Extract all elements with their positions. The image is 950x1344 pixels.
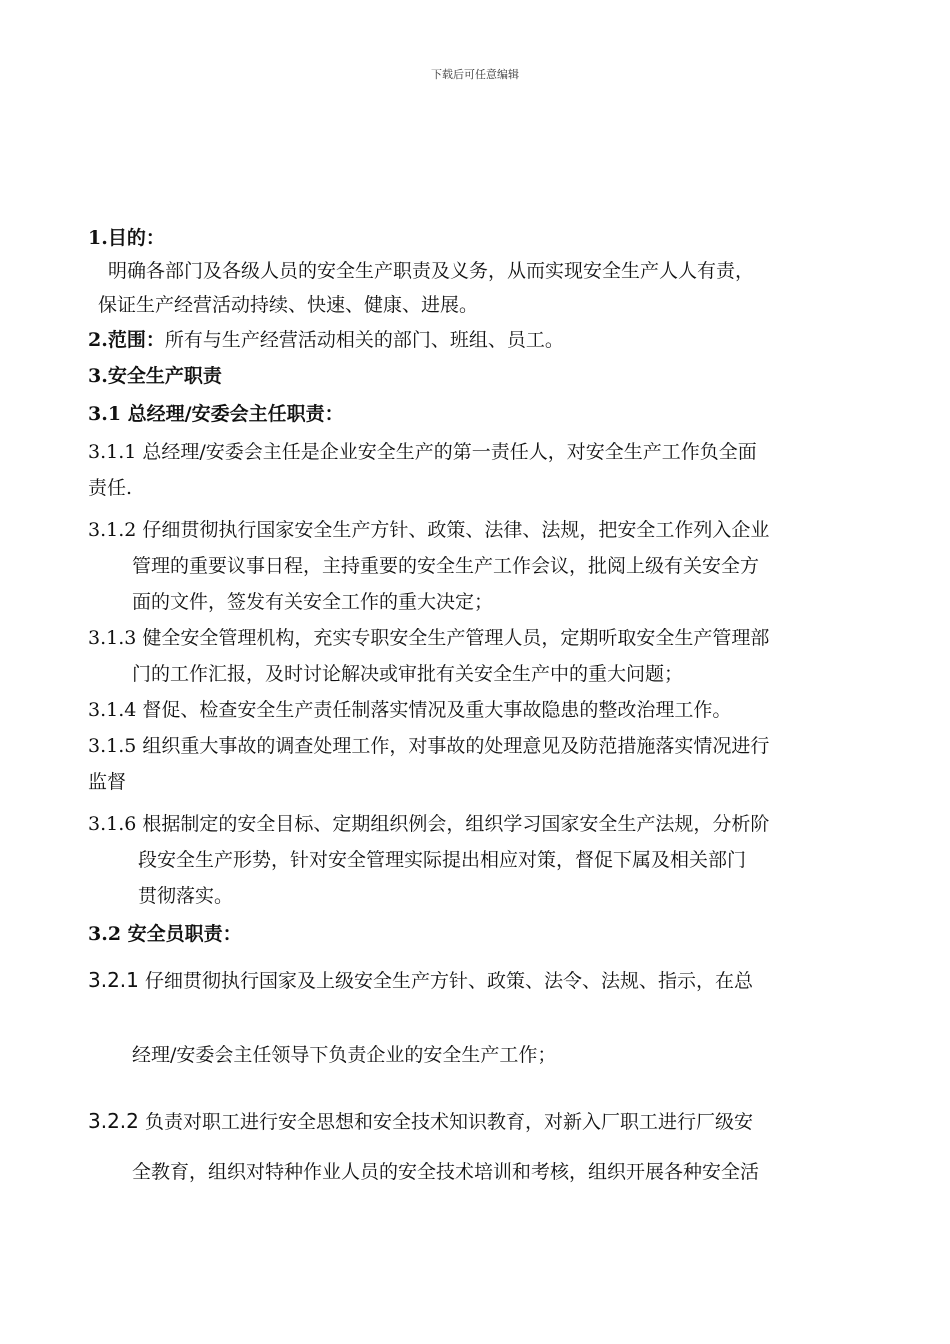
item-line: 负责对职工进行安全思想和安全技术知识教育，对新入厂职工进行厂级安 [144,1111,753,1133]
item-number: 3.1.4 [88,699,137,721]
item-line: 督促、检查安全生产责任制落实情况及重大事故隐患的整改治理工作。 [142,699,732,721]
item-number: 3.1.1 [88,441,137,463]
section-3-heading: 3.安全生产职责 [88,365,222,387]
scope-heading: 2.范围： [88,329,165,351]
item-3-1-4 [88,692,878,728]
item-number: 3.1.3 [88,627,137,649]
item-line: 全教育，组织对特种作业人员的安全技术培训和考核，组织开展各种安全活 [132,1161,760,1183]
item-3-1-3 [88,620,878,692]
item-number: 3.1.6 [88,813,137,835]
item-number: 3.2.2 [88,1109,139,1133]
item-3-1-1 [88,434,878,506]
page-header: 下载后可任意编辑 [431,68,519,81]
item-3-1-2 [88,512,878,620]
item-line: 总经理/安委会主任是企业安全生产的第一责任人，对安全生产工作负全面 [142,441,757,463]
purpose-heading: 1.目的： [88,227,165,249]
item-line: 健全安全管理机构，充实专职安全生产管理人员，定期听取安全生产管理部 [142,627,770,649]
item-number: 3.1.5 [88,735,137,757]
purpose-line-2: 保证生产经营活动持续、快速、健康、进展。 [98,294,479,316]
item-3-2-2 [88,1099,878,1194]
item-3-1-6 [88,806,878,914]
item-line: 段安全生产形势，针对安全管理实际提出相应对策，督促下属及相关部门 [138,849,747,871]
section-3-1-heading: 3.1 总经理/安委会主任职责： [88,403,344,425]
item-line: 贯彻落实。 [138,885,234,907]
item-line: 管理的重要议事日程，主持重要的安全生产工作会议，批阅上级有关安全方 [132,555,760,577]
item-line: 组织重大事故的调查处理工作，对事故的处理意见及防范措施落实情况进行 [142,735,770,757]
item-line: 仔细贯彻执行国家安全生产方针、政策、法律、法规，把安全工作列入企业 [142,519,770,541]
item-3-2-1 [88,958,878,1077]
item-line: 根据制定的安全目标、定期组织例会，组织学习国家安全生产法规，分析阶 [142,813,770,835]
item-line: 门的工作汇报，及时讨论解决或审批有关安全生产中的重大问题； [132,663,684,685]
item-line: 仔细贯彻执行国家及上级安全生产方针、政策、法令、法规、指示，在总 [144,970,753,992]
item-line: 面的文件，签发有关安全工作的重大决定； [132,591,494,613]
item-line: 责任. [88,477,133,499]
scope-paragraph [88,322,878,358]
purpose-line-1: 明确各部门及各级人员的安全生产职责及义务，从而实现安全生产人人有责， [108,260,755,282]
scope-text: 所有与生产经营活动相关的部门、班组、员工。 [164,329,564,351]
item-line: 经理/安委会主任领导下负责企业的安全生产工作； [132,1044,557,1066]
item-3-1-5 [88,728,878,800]
section-3-2-heading: 3.2 安全员职责： [88,923,242,945]
item-number: 3.2.1 [88,968,139,992]
document-body [88,224,878,1194]
item-line: 监督 [88,771,127,793]
item-number: 3.1.2 [88,519,137,541]
